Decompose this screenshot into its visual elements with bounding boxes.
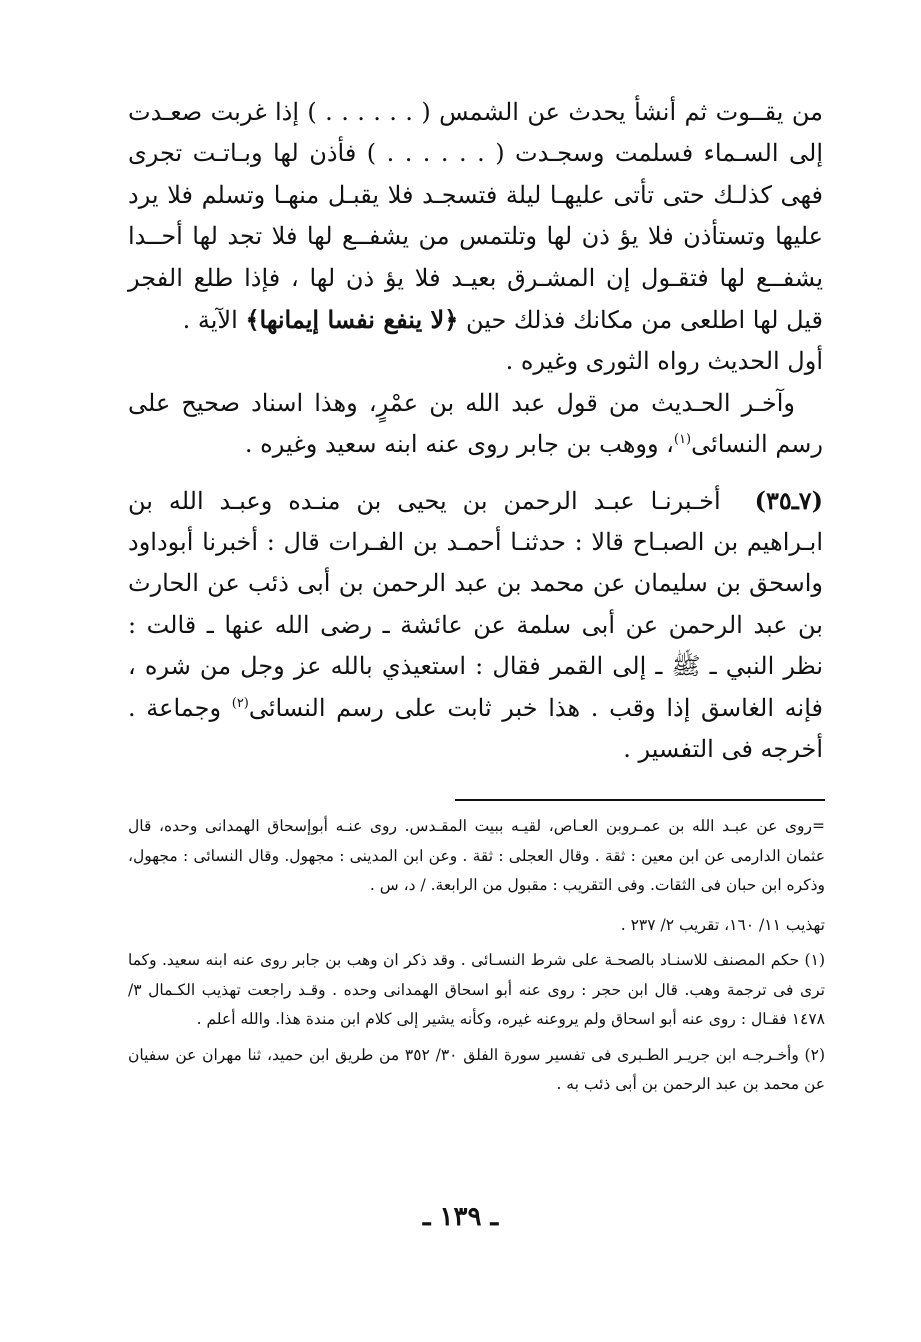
footnote-continuation: =روى عن عبـد الله بن عمـروبن العـاص، لقيـه ببيت المقـدس. روى عنـه أبوإسحاق الهمدانى وحده، قال عثمان الدارمى عن ابن معين : ثقة . وقال العجلى : ثقة . وعن ابن المدينى : مجهول. وقال النسائى : مجهول، وذكره ابن حبان فى الثقات. وفى التقريب : مقبول من الرابعة. / د، س .: [128, 817, 825, 894]
paragraph-3-end: ، ووهب بن جابر روى عنه ابنه سعيد وغيره .: [244, 430, 674, 459]
paragraph-1: [128, 92, 823, 341]
paragraph-1-text: من يقــوت ثم أنشأ يحدث عن الشمس ( . . . . . . ) إذا غربت صعـدت إلى السـماء فسلمت وسجـدت ( . . . . . . ) فأذن لها وبـاتـت تجرى فهى كذلـك حتى تأتى عليهـا ليلة فتسجـد فلا يقبـل منهـا وتسلم فلا يرد عليها وتستأذن فلا يؤ ذن لها وتلتمس من يشفــع لها فلا تجد لها أحــدا يشفــع لها فتقـول إن المشـرق بعيـد فلا يؤ ذن لها ، فإذا طلع الفجر قيل لها اطلعى من مكانك فذلك حين: [128, 98, 823, 335]
footnote-1: (١) حكم المصنف للاسنـاد بالصحـة على شرط النسـائى . وقد ذكر ان وهب بن جابر روى عنه ابنه سعيد. وكما ترى فى ترجمة وهب. قال ابن حجر : روى عنه أبو اسحاق الهمدانى وحده . وقـد راجعت تهذيب الكـمال ٣/ ١٤٧٨ فقـال : روى عنه أبو اسحاق ولم يروعنه غيره، وكأنه يشير إلى كلام ابن مندة هذا. والله أعلم .: [128, 951, 825, 1028]
hadith-paragraph: [128, 480, 823, 771]
paragraph-2: أول الحديث رواه الثورى وغيره .: [505, 347, 823, 376]
footnote-divider: [455, 799, 825, 801]
footnote-ref-2: (٢): [231, 695, 249, 711]
paragraph-3-text: وآخـر الحـديث من قول عبد الله بن عمْرٍ، وهذا اسناد صحيح على رسم النسائى: [128, 388, 823, 459]
hadith-number: (٧ـ٣٥): [754, 485, 823, 515]
main-text: [128, 92, 823, 771]
quran-quote: ﴿لا ينفع نفسا إيمانها﴾: [245, 305, 459, 335]
footnote-ref-1: (١): [673, 432, 692, 448]
hadith-end: وجماعة . أخرجه فى التفسير .: [128, 693, 823, 764]
hadith-text: أخـبرنـا عبـد الرحمن بن يحيى بن منـده وعبـد الله بن ابـراهيم بن الصبـاح قالا : حدثنـا أحمـد بن الفـرات قال : أخبرنا أبوداود واسحق بن سليمان عن محمد بن عبد الرحمن بن أبى ذئب عن الحارث بن عبد الرحمن عن أبى سلمة عن عائشة ـ رضى الله عنها ـ قالت : نظر النبي ـ ﷺ ـ إلى القمر فقال : استعيذي بالله عز وجل من شره ، فإنه الغاسق إذا وقب . هذا خبر ثابت على رسم النسائى: [128, 486, 823, 722]
footnote-references: تهذيب ١١/ ١٦٠، تقريب ٢/ ٢٣٧ .: [620, 915, 825, 934]
page-number: ـ ١٣٩ ـ: [422, 1202, 499, 1232]
paragraph-1-end: الآية .: [182, 306, 238, 335]
paragraph-3: [128, 383, 823, 466]
footnote-2: (٢) وأخـرجـه ابن جريـر الطـبرى فى تفسير سورة الفلق ٣٠/ ٣٥٢ من طريق ابن حميد، ثنا مهران عن سفيان عن محمد بن عبد الرحمن بن أبى ذئب به .: [128, 1045, 825, 1093]
footnotes: [128, 812, 825, 1100]
